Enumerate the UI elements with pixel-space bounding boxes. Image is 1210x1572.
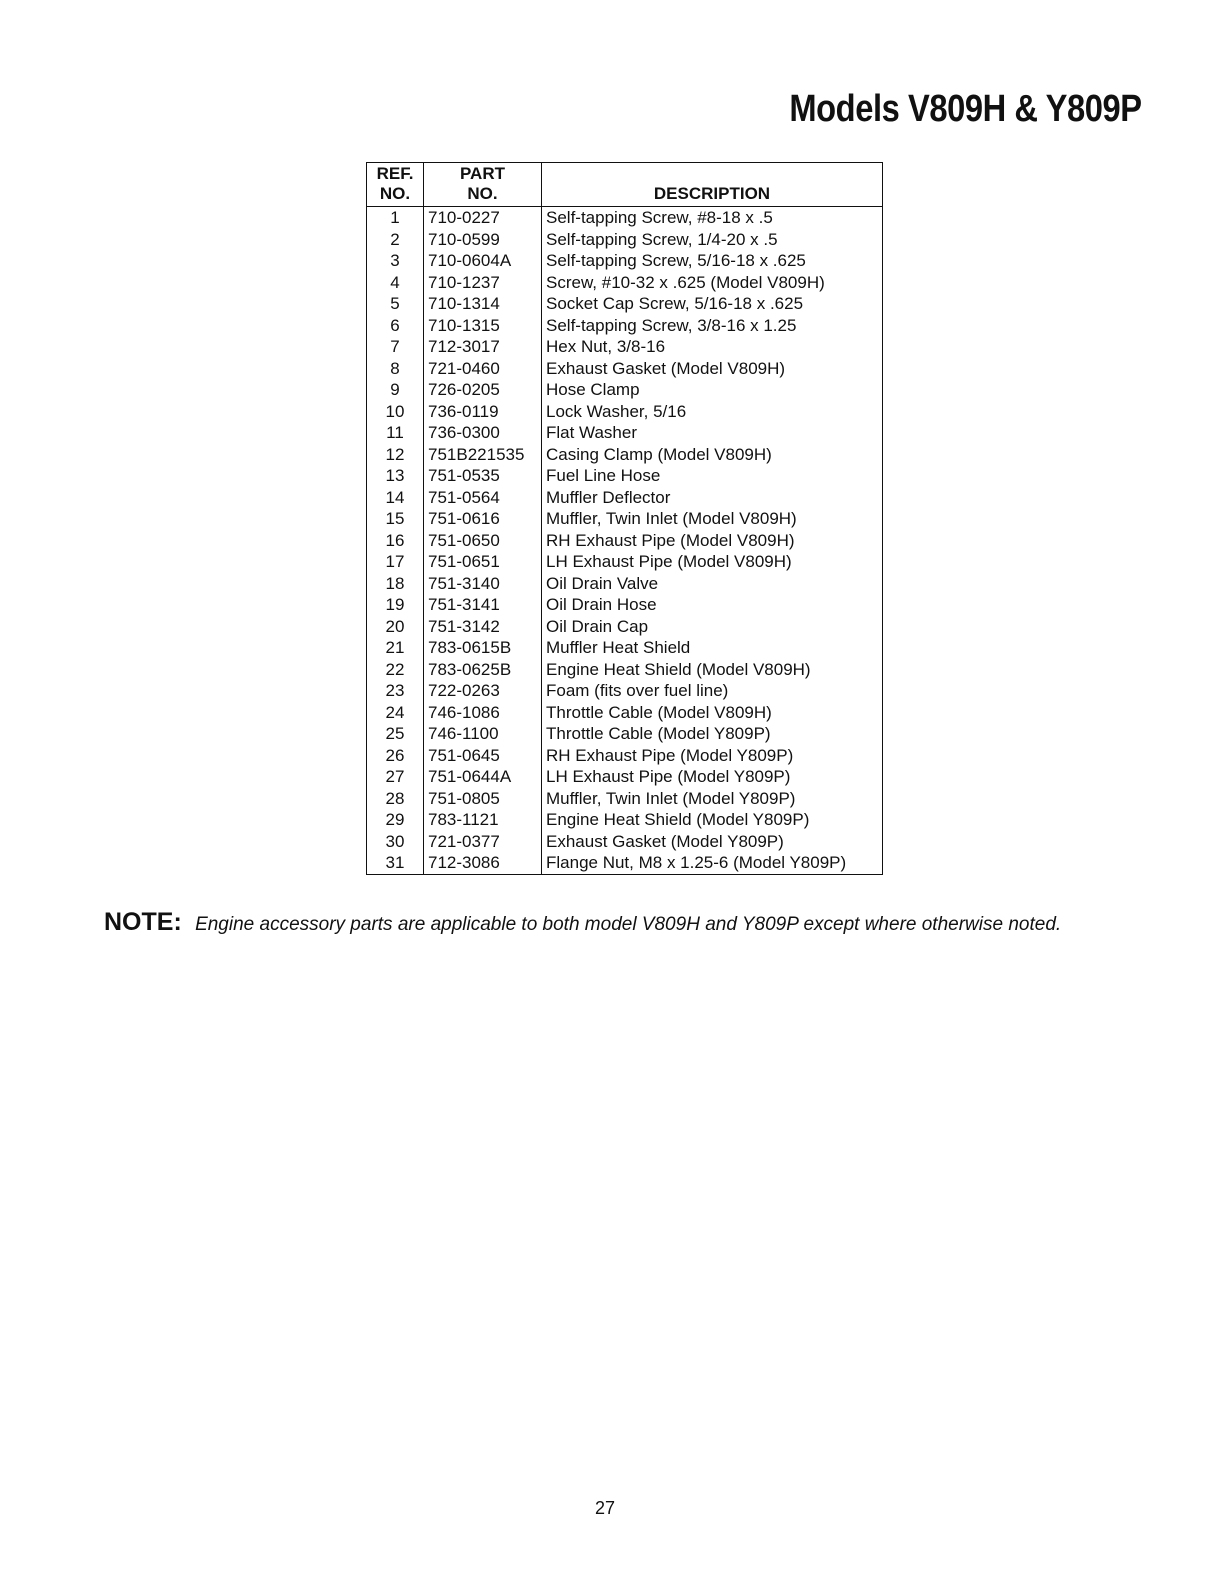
description-cell: Engine Heat Shield (Model V809H)	[546, 659, 811, 679]
ref-no-cell: 18	[367, 573, 424, 595]
part-no-cell: 751-0616	[424, 508, 542, 530]
description-cell: LH Exhaust Pipe (Model Y809P)	[546, 767, 791, 786]
ref-no-cell: 13	[367, 465, 424, 487]
part-no-cell: 710-1314	[424, 293, 542, 315]
ref-no-cell: 21	[367, 637, 424, 659]
description-header: DESCRIPTION	[542, 163, 883, 207]
ref-no-cell: 1	[367, 207, 424, 229]
part-no-cell: 721-0460	[424, 358, 542, 380]
description-cell: Flange Nut, M8 x 1.25-6 (Model Y809P)	[546, 853, 847, 872]
table-row	[367, 379, 883, 401]
ref-no-cell: 29	[367, 809, 424, 831]
ref-no-cell: 19	[367, 594, 424, 616]
table-row	[367, 207, 883, 229]
part-no-cell: 783-0625B	[424, 659, 542, 681]
page-title: Models V809H & Y809P	[789, 88, 1142, 130]
table-row	[367, 637, 883, 659]
table-row	[367, 809, 883, 831]
table-row	[367, 401, 883, 423]
ref-no-cell: 3	[367, 250, 424, 272]
table-row	[367, 766, 883, 788]
table-row	[367, 487, 883, 509]
description-cell: Muffler Heat Shield	[546, 638, 691, 657]
table-row	[367, 852, 883, 874]
ref-no-cell: 28	[367, 788, 424, 810]
ref-no-cell: 15	[367, 508, 424, 530]
part-no-cell: 751-0650	[424, 530, 542, 552]
ref-no-cell: 14	[367, 487, 424, 509]
ref-no-cell: 12	[367, 444, 424, 466]
ref-no-cell: 25	[367, 723, 424, 745]
part-no-cell: 736-0300	[424, 422, 542, 444]
table-row	[367, 444, 883, 466]
table-row	[367, 358, 883, 380]
page-number: 27	[594, 1498, 616, 1518]
ref-no-cell: 22	[367, 659, 424, 681]
ref-no-cell: 9	[367, 379, 424, 401]
table-row	[367, 315, 883, 337]
ref-no-cell: 30	[367, 831, 424, 853]
part-no-cell: 710-1237	[424, 272, 542, 294]
description-cell: Engine Heat Shield (Model Y809P)	[546, 810, 810, 829]
ref-no-cell: 16	[367, 530, 424, 552]
ref-no-cell: 4	[367, 272, 424, 294]
note	[104, 908, 1061, 937]
part-no-cell: 710-0604A	[424, 250, 542, 272]
part-no-cell: 751-3141	[424, 594, 542, 616]
description-cell: Oil Drain Cap	[546, 616, 649, 636]
description-cell: LH Exhaust Pipe (Model V809H)	[546, 552, 792, 571]
part-no-cell: 710-1315	[424, 315, 542, 337]
description-cell: Exhaust Gasket (Model V809H)	[546, 358, 786, 378]
table-row	[367, 508, 883, 530]
part-no-cell: 751-0535	[424, 465, 542, 487]
description-cell: RH Exhaust Pipe (Model Y809P)	[546, 745, 794, 765]
table-header-row	[367, 163, 883, 207]
description-cell: Exhaust Gasket (Model Y809P)	[546, 831, 784, 851]
description-cell: Oil Drain Valve	[546, 573, 659, 593]
part-no-cell: 751-0644A	[424, 766, 542, 788]
description-cell: Fuel Line Hose	[546, 466, 661, 485]
table-row	[367, 831, 883, 853]
part-no-cell: 783-0615B	[424, 637, 542, 659]
table-row	[367, 465, 883, 487]
table-row	[367, 702, 883, 724]
part-no-cell: 712-3086	[424, 852, 542, 874]
part-no-cell: 736-0119	[424, 401, 542, 423]
description-cell: RH Exhaust Pipe (Model V809H)	[546, 530, 795, 550]
description-cell: Oil Drain Hose	[546, 595, 657, 614]
ref-no-cell: 7	[367, 336, 424, 358]
ref-no-cell: 27	[367, 766, 424, 788]
part-no-cell: 751B221535	[424, 444, 542, 466]
description-cell: Throttle Cable (Model V809H)	[546, 702, 772, 722]
part-no-cell: 722-0263	[424, 680, 542, 702]
table-row	[367, 551, 883, 573]
table-row	[367, 530, 883, 552]
table-row	[367, 745, 883, 767]
part-no-cell: 751-0805	[424, 788, 542, 810]
part-no-cell: 710-0599	[424, 229, 542, 251]
table-row	[367, 250, 883, 272]
ref-no-cell: 31	[367, 852, 424, 874]
part-no-cell: 726-0205	[424, 379, 542, 401]
description-cell: Foam (fits over fuel line)	[546, 681, 729, 700]
ref-no-cell: 2	[367, 229, 424, 251]
table-row	[367, 680, 883, 702]
ref-no-cell: 8	[367, 358, 424, 380]
ref-no-cell: 17	[367, 551, 424, 573]
part-no-cell: 751-3142	[424, 616, 542, 638]
part-no-cell: 746-1100	[424, 723, 542, 745]
table-row	[367, 616, 883, 638]
description-cell: Muffler Deflector	[546, 487, 671, 507]
ref-no-cell: 6	[367, 315, 424, 337]
table-row	[367, 723, 883, 745]
part-no-cell: 710-0227	[424, 207, 542, 229]
ref-no-cell: 20	[367, 616, 424, 638]
part-no-cell: 751-3140	[424, 573, 542, 595]
note-label: NOTE:	[104, 908, 182, 936]
table-row	[367, 594, 883, 616]
part-no-cell: 746-1086	[424, 702, 542, 724]
table-row	[367, 229, 883, 251]
description-cell: Self-tapping Screw, #8-18 x .5	[546, 208, 773, 227]
description-cell: Self-tapping Screw, 3/8-16 x 1.25	[546, 315, 797, 335]
part-no-cell: 751-0651	[424, 551, 542, 573]
description-cell: Throttle Cable (Model Y809P)	[546, 724, 771, 743]
table-row	[367, 659, 883, 681]
ref-no-cell: 26	[367, 745, 424, 767]
description-cell: Muffler, Twin Inlet (Model Y809P)	[546, 788, 796, 808]
description-cell: Socket Cap Screw, 5/16-18 x .625	[546, 294, 804, 313]
ref-no-cell: 23	[367, 680, 424, 702]
note-text: Engine accessory parts are applicable to both model V809H and Y809P except where otherwise noted.	[195, 914, 1062, 935]
description-cell: Hose Clamp	[546, 380, 640, 399]
ref-no-cell: 24	[367, 702, 424, 724]
part-no-header: PART NO.	[424, 163, 542, 207]
description-cell: Casing Clamp (Model V809H)	[546, 444, 772, 464]
description-cell: Self-tapping Screw, 1/4-20 x .5	[546, 229, 778, 249]
description-cell: Screw, #10-32 x .625 (Model V809H)	[546, 272, 825, 292]
part-no-cell: 751-0564	[424, 487, 542, 509]
description-cell: Flat Washer	[546, 423, 638, 442]
ref-no-cell: 5	[367, 293, 424, 315]
part-no-cell: 783-1121	[424, 809, 542, 831]
table-row	[367, 272, 883, 294]
parts-table-body	[367, 207, 883, 875]
part-no-cell: 721-0377	[424, 831, 542, 853]
table-row	[367, 293, 883, 315]
part-no-cell: 712-3017	[424, 336, 542, 358]
table-row	[367, 788, 883, 810]
ref-no-header: REF. NO.	[367, 163, 424, 207]
table-row	[367, 573, 883, 595]
parts-table	[366, 162, 883, 875]
table-row	[367, 336, 883, 358]
ref-no-cell: 11	[367, 422, 424, 444]
description-cell: Self-tapping Screw, 5/16-18 x .625	[546, 251, 806, 270]
part-no-cell: 751-0645	[424, 745, 542, 767]
description-cell: Muffler, Twin Inlet (Model V809H)	[546, 509, 797, 528]
description-cell: Lock Washer, 5/16	[546, 401, 687, 421]
description-cell: Hex Nut, 3/8-16	[546, 337, 666, 356]
ref-no-cell: 10	[367, 401, 424, 423]
table-row	[367, 422, 883, 444]
